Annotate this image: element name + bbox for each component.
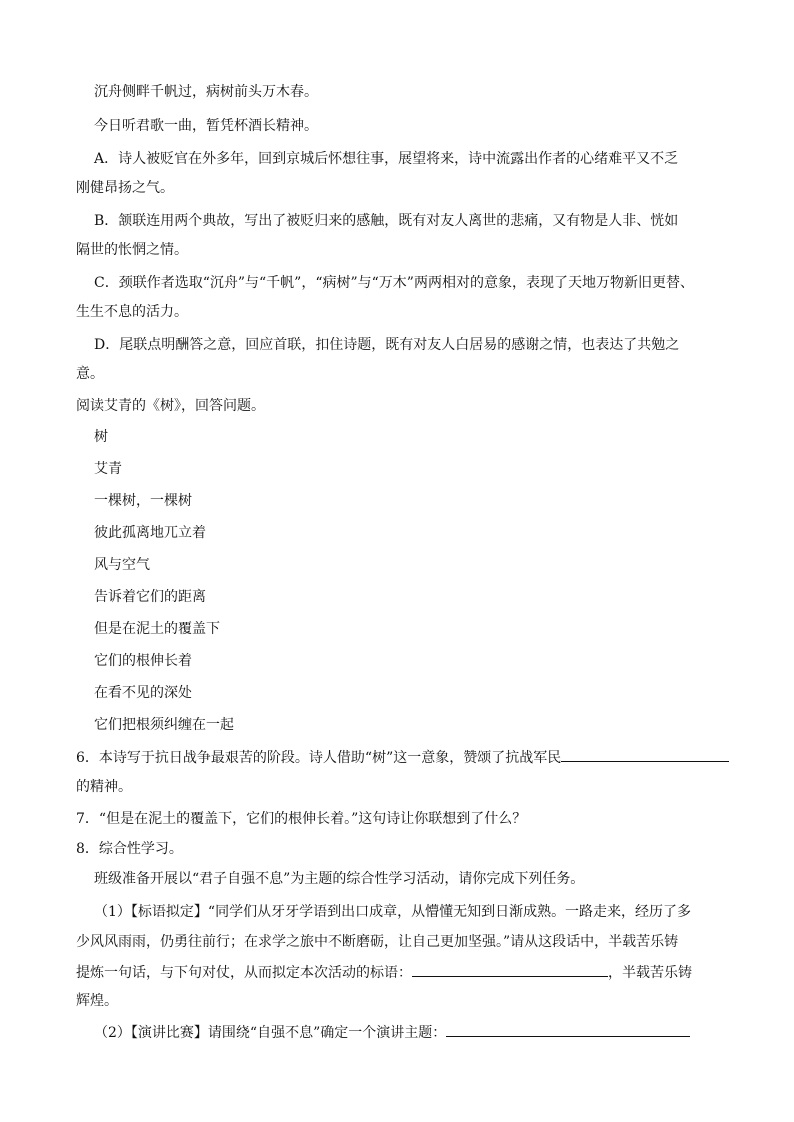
slogan-answer-blank[interactable] <box>412 962 608 977</box>
poem-title: 树 <box>94 429 108 445</box>
task-1-text-end: 辉煌。 <box>76 993 118 1009</box>
answer-blank-q6[interactable] <box>561 747 729 762</box>
question-8: 8．综合性学习。 <box>76 841 183 857</box>
poem-line: 在看不见的深处 <box>94 685 192 701</box>
option-c-text: C．颈联作者选取“沉舟”与“千帆”，“病树”与“万木”两两相对的意象，表现了天地万物新旧更替、 <box>94 275 694 291</box>
task-1-prompt: 提炼一句话，与下句对仗，从而拟定本次活动的标语： <box>76 965 412 981</box>
poem-line: 沉舟侧畔千帆过，病树前头万木春。 <box>94 84 318 100</box>
poem-line: 但是在泥土的覆盖下 <box>94 621 220 637</box>
question-6-text: 6．本诗写于抗日战争最艰苦的阶段。诗人借助“树”这一意象，赞颂了抗战军民 <box>76 750 562 766</box>
poem-line: 风与空气 <box>94 557 150 573</box>
poem-author: 艾青 <box>94 461 122 477</box>
task-2 <box>94 1022 690 1042</box>
task-1-text: （1）【标语拟定】“同学们从牙牙学语到出口成章，从懵懂无知到日渐成熟。一路走来，经历了多 <box>94 904 692 920</box>
option-a-text-cont: 刚健昂扬之气。 <box>76 180 174 196</box>
task-1-line-3 <box>76 962 692 982</box>
reading-intro: 阅读艾青的《树》，回答问题。 <box>76 398 265 414</box>
poem-line: 它们的根伸长着 <box>94 653 192 669</box>
task-1-suffix: ，半载苦乐铸 <box>608 965 692 981</box>
question-6-cont: 的精神。 <box>76 779 132 795</box>
poem-line: 一棵树，一棵树 <box>94 493 192 509</box>
poem-line: 它们把根须纠缠在一起 <box>94 717 234 733</box>
question-7: 7．“但是在泥土的覆盖下，它们的根伸长着。”这句诗让你联想到了什么？ <box>76 811 527 827</box>
task-1-text-cont: 少风风雨雨，仍勇往前行；在求学之旅中不断磨砺，让自己更加坚强。”请从这段话中，半载苦乐铸 <box>76 934 679 950</box>
poem-line: 今日听君歌一曲，暂凭杯酒长精神。 <box>94 118 318 134</box>
option-c-text-cont: 生生不息的活力。 <box>76 304 188 320</box>
task-2-text: （2）【演讲比赛】请围绕“自强不息”确定一个演讲主题： <box>94 1025 447 1041</box>
option-b-text: B．颔联连用两个典故，写出了被贬归来的感触，既有对友人离世的悲痛，又有物是人非、恍如 <box>94 213 679 229</box>
option-d-text: D．尾联点明酬答之意，回应首联，扣住诗题，既有对友人白居易的感谢之情，也表达了共勉之 <box>94 337 680 353</box>
option-a-text: A．诗人被贬官在外多年，回到京城后怀想往事，展望将来，诗中流露出作者的心绪难平又不乏 <box>94 151 679 167</box>
poem-line: 彼此孤离地兀立着 <box>94 525 206 541</box>
option-b-text-cont: 隔世的怅惘之情。 <box>76 242 188 258</box>
question-6 <box>76 747 729 767</box>
speech-topic-blank[interactable] <box>446 1022 690 1037</box>
option-d-text-cont: 意。 <box>76 366 104 382</box>
poem-line: 告诉着它们的距离 <box>94 589 206 605</box>
question-8-intro: 班级准备开展以“君子自强不息”为主题的综合性学习活动，请你完成下列任务。 <box>94 871 585 887</box>
